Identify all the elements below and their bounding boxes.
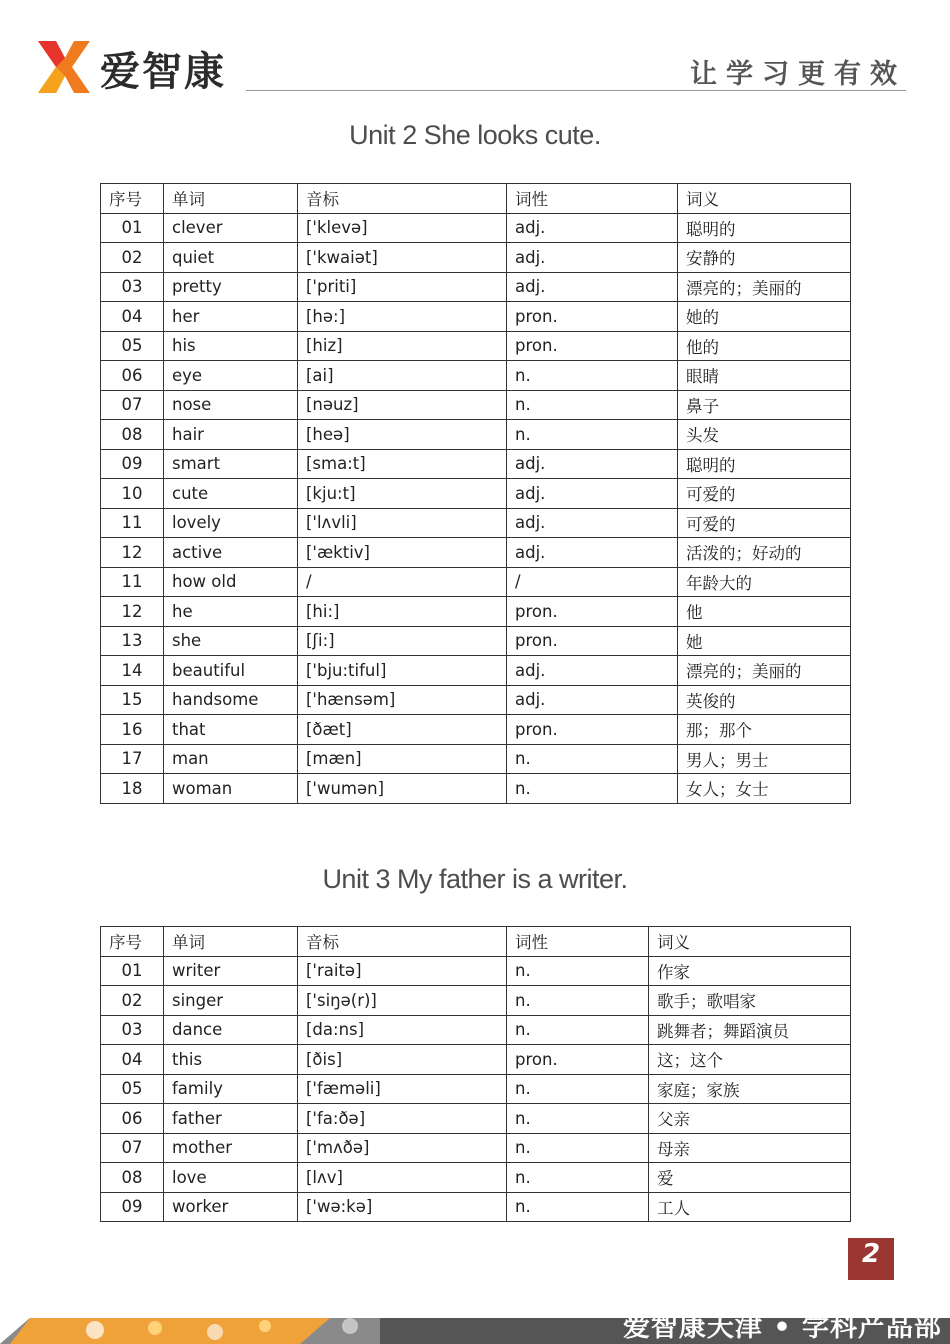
cell-pos: pron. bbox=[507, 331, 678, 361]
cell-word: handsome bbox=[164, 685, 298, 715]
unit3-title: Unit 3 My father is a writer. bbox=[322, 864, 628, 894]
cell-num: 06 bbox=[101, 361, 164, 391]
cell-word: quiet bbox=[164, 243, 298, 273]
unit3-vocab-table bbox=[100, 926, 851, 1222]
cell-word: family bbox=[164, 1074, 298, 1104]
table-row bbox=[101, 1045, 851, 1075]
table-row bbox=[101, 1192, 851, 1222]
cell-pos: pron. bbox=[507, 302, 678, 332]
cell-meaning: 父亲 bbox=[649, 1104, 851, 1134]
table-row bbox=[101, 331, 851, 361]
cell-word: lovely bbox=[164, 508, 298, 538]
col-header-meaning: 词义 bbox=[678, 184, 851, 214]
cell-num: 08 bbox=[101, 1163, 164, 1193]
table-row bbox=[101, 272, 851, 302]
cell-phonetic: ['lʌvli] bbox=[298, 508, 507, 538]
cell-meaning: 英俊的 bbox=[678, 685, 851, 715]
cell-phonetic: [mæn] bbox=[298, 744, 507, 774]
cell-meaning: 女人；女士 bbox=[678, 774, 851, 804]
cell-phonetic: [ðæt] bbox=[298, 715, 507, 745]
cell-word: writer bbox=[164, 956, 298, 986]
cell-phonetic: [ʃi:] bbox=[298, 626, 507, 656]
cell-meaning: 可爱的 bbox=[678, 479, 851, 509]
cell-meaning: 安静的 bbox=[678, 243, 851, 273]
unit2-vocab-table bbox=[100, 183, 851, 804]
cell-num: 11 bbox=[101, 567, 164, 597]
table-row bbox=[101, 956, 851, 986]
cell-num: 11 bbox=[101, 508, 164, 538]
cell-num: 07 bbox=[101, 390, 164, 420]
cell-word: he bbox=[164, 597, 298, 627]
cell-phonetic: ['siŋə(r)] bbox=[298, 986, 507, 1016]
cell-pos: pron. bbox=[507, 597, 678, 627]
cell-word: his bbox=[164, 331, 298, 361]
table-row bbox=[101, 361, 851, 391]
table-row bbox=[101, 538, 851, 568]
table-row bbox=[101, 626, 851, 656]
cell-meaning: 漂亮的；美丽的 bbox=[678, 272, 851, 302]
cell-num: 09 bbox=[101, 449, 164, 479]
table-row bbox=[101, 243, 851, 273]
cell-phonetic: ['priti] bbox=[298, 272, 507, 302]
cell-word: woman bbox=[164, 774, 298, 804]
cell-pos: n. bbox=[507, 1015, 649, 1045]
slogan: 让学习更有效 bbox=[690, 59, 906, 90]
cell-meaning: 歌手；歌唱家 bbox=[649, 986, 851, 1016]
cell-meaning: 爱 bbox=[649, 1163, 851, 1193]
table-row bbox=[101, 1133, 851, 1163]
table-row bbox=[101, 420, 851, 450]
cell-num: 03 bbox=[101, 1015, 164, 1045]
cell-pos: n. bbox=[507, 1163, 649, 1193]
cell-pos: adj. bbox=[507, 685, 678, 715]
cell-phonetic: ['wə:kə] bbox=[298, 1192, 507, 1222]
cell-word: nose bbox=[164, 390, 298, 420]
cell-word: mother bbox=[164, 1133, 298, 1163]
table-row bbox=[101, 1015, 851, 1045]
col-header-word: 单词 bbox=[164, 184, 298, 214]
cell-num: 01 bbox=[101, 213, 164, 243]
cell-word: active bbox=[164, 538, 298, 568]
cell-num: 09 bbox=[101, 1192, 164, 1222]
cell-phonetic: ['mʌðə] bbox=[298, 1133, 507, 1163]
cell-phonetic: [sma:t] bbox=[298, 449, 507, 479]
col-header-pos: 词性 bbox=[507, 184, 678, 214]
brand-name: 爱智康 bbox=[100, 49, 226, 95]
cell-word: father bbox=[164, 1104, 298, 1134]
cell-num: 12 bbox=[101, 597, 164, 627]
cell-phonetic: [ai] bbox=[298, 361, 507, 391]
cell-pos: n. bbox=[507, 986, 649, 1016]
table-row bbox=[101, 774, 851, 804]
col-header-pos: 词性 bbox=[507, 927, 649, 957]
cell-pos: pron. bbox=[507, 626, 678, 656]
cell-meaning: 她 bbox=[678, 626, 851, 656]
cell-word: she bbox=[164, 626, 298, 656]
cell-num: 05 bbox=[101, 331, 164, 361]
cell-pos: n. bbox=[507, 361, 678, 391]
cell-phonetic: ['wumən] bbox=[298, 774, 507, 804]
cell-pos: n. bbox=[507, 390, 678, 420]
col-header-word: 单词 bbox=[164, 927, 298, 957]
cell-meaning: 聪明的 bbox=[678, 213, 851, 243]
footer-text: 爱智康天津 • 学科产品部 bbox=[622, 1312, 942, 1343]
cell-meaning: 年龄大的 bbox=[678, 567, 851, 597]
cell-num: 16 bbox=[101, 715, 164, 745]
cell-meaning: 聪明的 bbox=[678, 449, 851, 479]
cell-pos: n. bbox=[507, 1192, 649, 1222]
page-header bbox=[0, 0, 950, 100]
cell-num: 02 bbox=[101, 243, 164, 273]
cell-word: singer bbox=[164, 986, 298, 1016]
table-row bbox=[101, 685, 851, 715]
cell-num: 06 bbox=[101, 1104, 164, 1134]
table-row bbox=[101, 390, 851, 420]
cell-num: 04 bbox=[101, 302, 164, 332]
cell-word: this bbox=[164, 1045, 298, 1075]
cell-phonetic: ['klevə] bbox=[298, 213, 507, 243]
cell-pos: n. bbox=[507, 420, 678, 450]
col-header-phonetic: 音标 bbox=[298, 927, 507, 957]
cell-word: smart bbox=[164, 449, 298, 479]
cell-meaning: 那；那个 bbox=[678, 715, 851, 745]
cell-num: 12 bbox=[101, 538, 164, 568]
cell-word: cute bbox=[164, 479, 298, 509]
table-row bbox=[101, 1163, 851, 1193]
cell-meaning: 鼻子 bbox=[678, 390, 851, 420]
cell-pos: n. bbox=[507, 1074, 649, 1104]
table-header-row bbox=[101, 184, 851, 214]
table-header-row bbox=[101, 927, 851, 957]
cell-pos: adj. bbox=[507, 538, 678, 568]
cell-pos: adj. bbox=[507, 656, 678, 686]
cell-num: 15 bbox=[101, 685, 164, 715]
cell-phonetic: [hiz] bbox=[298, 331, 507, 361]
col-header-num: 序号 bbox=[101, 927, 164, 957]
cell-phonetic: ['fæməli] bbox=[298, 1074, 507, 1104]
cell-phonetic: [da:ns] bbox=[298, 1015, 507, 1045]
table-row bbox=[101, 715, 851, 745]
page-number: 2 bbox=[848, 1238, 894, 1280]
cell-pos: adj. bbox=[507, 243, 678, 273]
cell-meaning: 这；这个 bbox=[649, 1045, 851, 1075]
cell-phonetic: ['fa:ðə] bbox=[298, 1104, 507, 1134]
table-row bbox=[101, 986, 851, 1016]
cell-word: man bbox=[164, 744, 298, 774]
cell-word: how old bbox=[164, 567, 298, 597]
cell-meaning: 头发 bbox=[678, 420, 851, 450]
cell-phonetic: [lʌv] bbox=[298, 1163, 507, 1193]
cell-meaning: 他 bbox=[678, 597, 851, 627]
cell-pos: n. bbox=[507, 1104, 649, 1134]
cell-word: pretty bbox=[164, 272, 298, 302]
cell-word: eye bbox=[164, 361, 298, 391]
cell-pos: n. bbox=[507, 1133, 649, 1163]
cell-pos: pron. bbox=[507, 715, 678, 745]
table-row bbox=[101, 744, 851, 774]
cell-pos: n. bbox=[507, 956, 649, 986]
cell-phonetic: / bbox=[298, 567, 507, 597]
cell-meaning: 眼睛 bbox=[678, 361, 851, 391]
cell-meaning: 她的 bbox=[678, 302, 851, 332]
cell-num: 17 bbox=[101, 744, 164, 774]
cell-word: that bbox=[164, 715, 298, 745]
cell-pos: pron. bbox=[507, 1045, 649, 1075]
cell-phonetic: ['bju:tiful] bbox=[298, 656, 507, 686]
cell-meaning: 可爱的 bbox=[678, 508, 851, 538]
cell-num: 18 bbox=[101, 774, 164, 804]
table-row bbox=[101, 597, 851, 627]
cell-meaning: 活泼的；好动的 bbox=[678, 538, 851, 568]
cell-pos: adj. bbox=[507, 213, 678, 243]
cell-word: her bbox=[164, 302, 298, 332]
cell-word: clever bbox=[164, 213, 298, 243]
cell-meaning: 作家 bbox=[649, 956, 851, 986]
cell-num: 10 bbox=[101, 479, 164, 509]
cell-phonetic: [hi:] bbox=[298, 597, 507, 627]
col-header-meaning: 词义 bbox=[649, 927, 851, 957]
col-header-num: 序号 bbox=[101, 184, 164, 214]
cell-num: 01 bbox=[101, 956, 164, 986]
cell-phonetic: [kju:t] bbox=[298, 479, 507, 509]
cell-num: 04 bbox=[101, 1045, 164, 1075]
brand-logo-icon bbox=[38, 41, 90, 93]
cell-pos: / bbox=[507, 567, 678, 597]
table-row bbox=[101, 1104, 851, 1134]
cell-word: hair bbox=[164, 420, 298, 450]
cell-phonetic: ['hænsəm] bbox=[298, 685, 507, 715]
unit2-title: Unit 2 She looks cute. bbox=[349, 120, 601, 150]
table-row bbox=[101, 449, 851, 479]
cell-word: beautiful bbox=[164, 656, 298, 686]
cell-word: worker bbox=[164, 1192, 298, 1222]
cell-pos: n. bbox=[507, 774, 678, 804]
table-row bbox=[101, 479, 851, 509]
cell-meaning: 工人 bbox=[649, 1192, 851, 1222]
cell-phonetic: [heə] bbox=[298, 420, 507, 450]
cell-num: 05 bbox=[101, 1074, 164, 1104]
header-divider bbox=[246, 90, 906, 91]
cell-pos: adj. bbox=[507, 449, 678, 479]
cell-meaning: 漂亮的；美丽的 bbox=[678, 656, 851, 686]
cell-pos: adj. bbox=[507, 479, 678, 509]
cell-num: 13 bbox=[101, 626, 164, 656]
cell-phonetic: [ðis] bbox=[298, 1045, 507, 1075]
cell-meaning: 家庭；家族 bbox=[649, 1074, 851, 1104]
cell-phonetic: ['kwaiət] bbox=[298, 243, 507, 273]
cell-phonetic: ['æktiv] bbox=[298, 538, 507, 568]
cell-num: 03 bbox=[101, 272, 164, 302]
cell-num: 02 bbox=[101, 986, 164, 1016]
cell-phonetic: ['raitə] bbox=[298, 956, 507, 986]
cell-word: love bbox=[164, 1163, 298, 1193]
cell-num: 14 bbox=[101, 656, 164, 686]
cell-pos: n. bbox=[507, 744, 678, 774]
cell-meaning: 跳舞者；舞蹈演员 bbox=[649, 1015, 851, 1045]
table-row bbox=[101, 656, 851, 686]
cell-pos: adj. bbox=[507, 508, 678, 538]
table-row bbox=[101, 508, 851, 538]
cell-meaning: 男人；男士 bbox=[678, 744, 851, 774]
col-header-phonetic: 音标 bbox=[298, 184, 507, 214]
cell-meaning: 他的 bbox=[678, 331, 851, 361]
cell-phonetic: [hə:] bbox=[298, 302, 507, 332]
cell-num: 07 bbox=[101, 1133, 164, 1163]
table-row bbox=[101, 302, 851, 332]
table-row bbox=[101, 567, 851, 597]
table-row bbox=[101, 1074, 851, 1104]
cell-word: dance bbox=[164, 1015, 298, 1045]
cell-num: 08 bbox=[101, 420, 164, 450]
cell-pos: adj. bbox=[507, 272, 678, 302]
table-row bbox=[101, 213, 851, 243]
cell-meaning: 母亲 bbox=[649, 1133, 851, 1163]
cell-phonetic: [nəuz] bbox=[298, 390, 507, 420]
